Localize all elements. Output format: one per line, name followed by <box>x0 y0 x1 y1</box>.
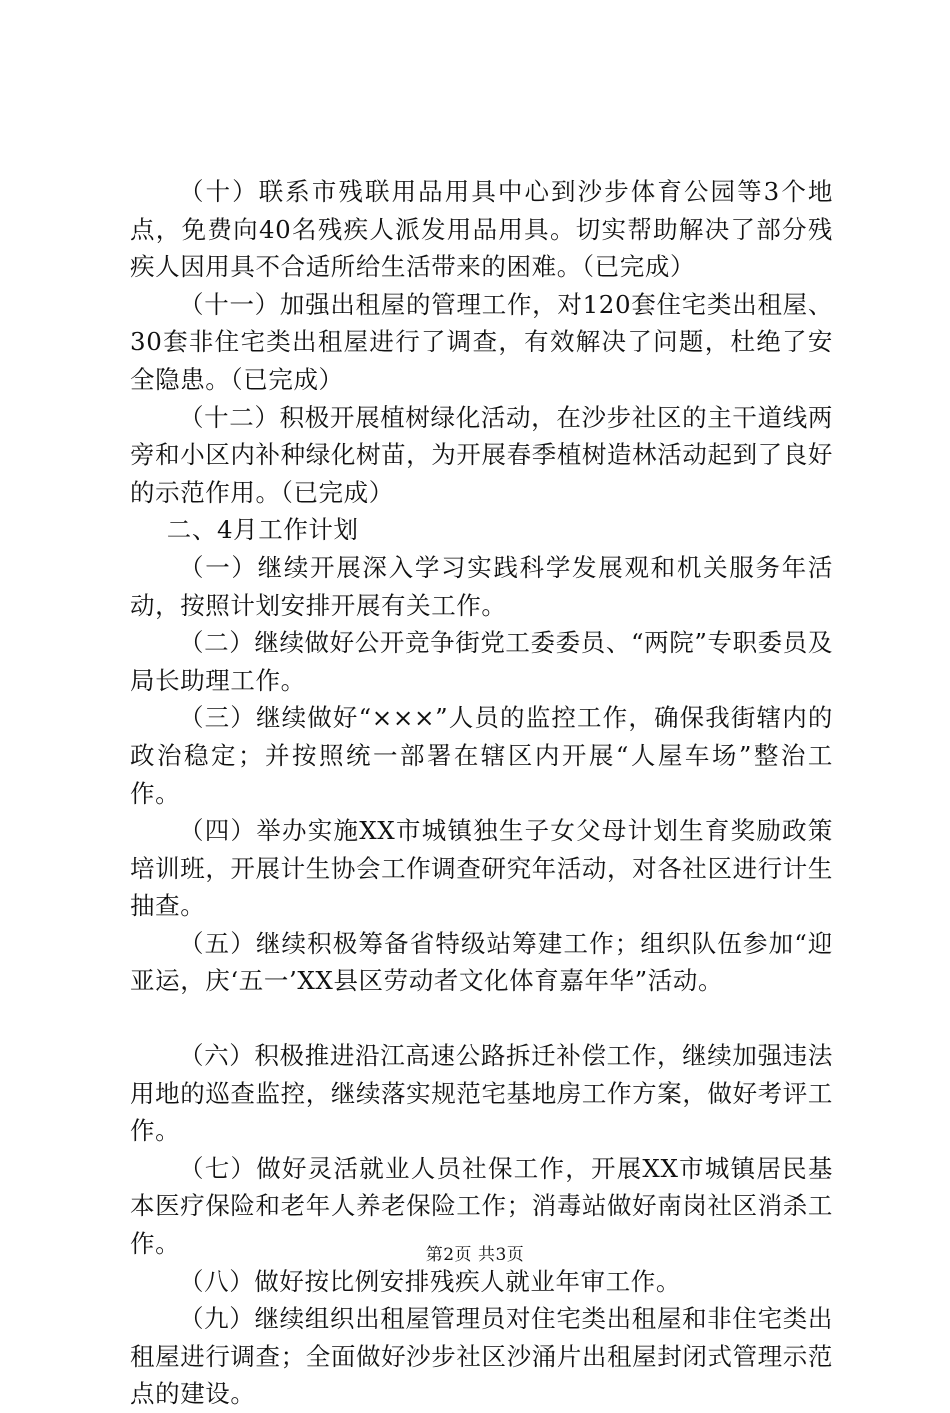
paragraph-plan-4: （四）举办实施XX市城镇独生子女父母计划生育奖励政策培训班，开展计生协会工作调查研究年活动，对各社区进行计生抽查。 <box>130 816 833 921</box>
paragraph-item-11: （十一）加强出租屋的管理工作，对120套住宅类出租屋、30套非住宅类出租屋进行了调查，有效解决了问题，杜绝了安全隐患。（已完成） <box>130 289 833 394</box>
paragraph-plan-2: （二）继续做好公开竞争街党工委委员、“两院”专职委员及局长助理工作。 <box>130 628 833 695</box>
paragraph-plan-1: （一）继续开展深入学习实践科学发展观和机关服务年活动，按照计划安排开展有关工作。 <box>130 552 833 620</box>
document-body <box>130 173 833 1413</box>
paragraph-plan-5: （五）继续积极筹备省特级站筹建工作；组织队伍参加“迎亚运，庆‘五一’XX县区劳动者文化体育嘉年华”活动。 <box>130 928 833 996</box>
paragraph-plan-9: （九）继续组织出租屋管理员对住宅类出租屋和非住宅类出租屋进行调查；全面做好沙步社区沙涌片出租屋封闭式管理示范点的建设。 <box>130 1304 833 1409</box>
section-heading-april-plan: 二、4月工作计划 <box>166 515 359 545</box>
paragraph-item-10: （十）联系市残联用品用具中心到沙步体育公园等3个地点，免费向40名残疾人派发用品用具。切实帮助解决了部分残疾人因用具不合适所给生活带来的困难。（已完成） <box>130 177 833 282</box>
page-footer: 第2页 共3页 <box>425 1245 525 1265</box>
paragraph-plan-8: （八）做好按比例安排残疾人就业年审工作。 <box>179 1266 681 1296</box>
paragraph-plan-6: （六）积极推进沿江高速公路拆迁补偿工作，继续加强违法用地的巡查监控，继续落实规范宅基地房工作方案，做好考评工作。 <box>130 1041 833 1146</box>
paragraph-plan-7: （七）做好灵活就业人员社保工作，开展XX市城镇居民基本医疗保险和老年人养老保险工作；消毒站做好南岗社区消杀工作。 <box>130 1153 833 1259</box>
paragraph-plan-3: （三）继续做好“×××”人员的监控工作，确保我街辖内的政治稳定；并按照统一部署在辖区内开展“人屋车场”整治工作。 <box>130 703 833 808</box>
paragraph-item-12: （十二）积极开展植树绿化活动，在沙步社区的主干道线两旁和小区内补种绿化树苗，为开展春季植树造林活动起到了良好的示范作用。（已完成） <box>130 402 833 507</box>
